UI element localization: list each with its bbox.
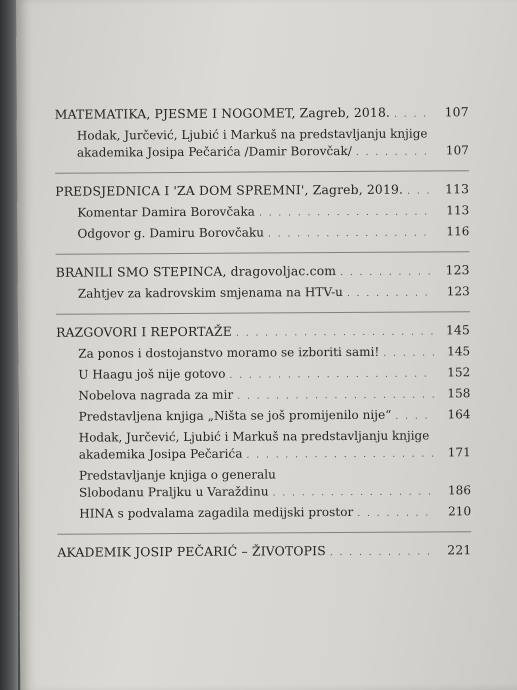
dot-leader — [347, 285, 434, 303]
toc-section — [56, 321, 470, 344]
toc-item-line: U Haagu još nije gotovo — [78, 366, 226, 382]
toc-item-line: Predstavljena knjiga „Ništa se još promijenilo nije“ — [78, 407, 392, 424]
toc-item — [55, 125, 469, 164]
dot-leader — [395, 408, 434, 425]
toc-page-number: 171 — [447, 445, 471, 460]
toc-item — [56, 343, 470, 365]
dot-leader — [273, 484, 436, 502]
dot-leader — [236, 324, 434, 342]
toc-item-line: Hodak, Jurčević, Ljubić i Markuš na predstavljanju knjige — [78, 428, 430, 445]
dot-leader — [237, 387, 434, 405]
dot-leader — [357, 505, 435, 522]
toc-item — [56, 364, 470, 386]
toc-section — [55, 103, 469, 126]
book-page — [16, 0, 517, 690]
toc-item-line: Zahtjev za kadrovskim smjenama na HTV-u — [77, 285, 343, 301]
table-of-contents — [55, 103, 472, 564]
toc-item — [57, 503, 471, 525]
toc-item — [57, 406, 471, 428]
toc-item-line: Hodak, Jurčević, Ljubić i Markuš na predstavljanju knjige — [76, 126, 428, 143]
toc-page-number: 186 — [447, 483, 472, 498]
toc-page-number: 123 — [445, 262, 470, 278]
dot-leader — [259, 204, 433, 222]
dot-leader — [407, 183, 433, 200]
toc-item — [56, 283, 470, 305]
toc-item-line: Nobelova nagrada za mir — [78, 387, 234, 403]
toc-section-title: PREDSJEDNICA I 'ZA DOM SPREMNI', Zagreb, 2019. — [55, 181, 404, 199]
toc-item-line: Za ponos i dostojanstvo moramo se izboriti sami! — [78, 344, 380, 361]
section-divider — [56, 311, 470, 315]
toc-item-line: HINA s podvalama zagadila medijski prostor — [79, 504, 354, 521]
toc-section-title: MATEMATIKA, PJESME I NOGOMET, Zagreb, 2018. — [54, 104, 391, 122]
toc-item — [57, 427, 471, 466]
dot-leader — [356, 144, 433, 161]
section-divider — [56, 251, 470, 255]
toc-page-number: 145 — [447, 344, 471, 359]
toc-page-number: 123 — [446, 284, 470, 299]
dot-leader — [268, 225, 434, 243]
toc-item-line: Komentar Damira Borovčaka — [77, 204, 256, 220]
toc-item — [56, 385, 470, 407]
dot-leader — [383, 345, 434, 362]
section-divider — [57, 531, 471, 535]
dot-leader — [246, 446, 434, 464]
toc-item-line: Predstavljanje knjiga o generalu — [78, 467, 276, 483]
toc-page-number: 158 — [447, 386, 471, 401]
toc-page-number: 152 — [447, 365, 471, 380]
toc-page-number: 210 — [448, 504, 472, 519]
toc-item-line: akademika Josipa Pečarića — [78, 446, 243, 462]
toc-section-title: BRANILI SMO STEPINCA, dragovoljac.com — [55, 263, 337, 280]
toc-section — [57, 541, 471, 564]
dot-leader — [330, 544, 436, 562]
toc-page-number: 113 — [446, 203, 470, 218]
toc-page-number: 116 — [446, 224, 470, 239]
book-spine-shadow — [0, 0, 18, 690]
dot-leader — [229, 366, 434, 384]
toc-page-number: 107 — [445, 143, 469, 158]
section-divider — [55, 170, 469, 174]
toc-item-line: Slobodanu Praljku u Varaždinu — [78, 484, 269, 500]
toc-section-title: RAZGOVORI I REPORTAŽE — [56, 323, 233, 340]
toc-page-number: 164 — [447, 407, 471, 422]
toc-section — [55, 180, 469, 203]
toc-item-line: Odgovor g. Damiru Borovčaku — [77, 225, 265, 241]
toc-page-number: 113 — [445, 181, 470, 197]
toc-item-line: akademika Josipa Pečarića /Damir Borovčak/ — [76, 143, 352, 160]
dot-leader — [394, 106, 433, 123]
toc-item — [57, 465, 471, 504]
toc-item — [55, 223, 469, 245]
dot-leader — [340, 264, 434, 282]
toc-page-number: 145 — [445, 322, 471, 338]
toc-item — [55, 202, 469, 224]
toc-page-number: 107 — [444, 104, 469, 120]
toc-page-number: 221 — [447, 542, 472, 558]
toc-section-title: AKADEMIK JOSIP PEČARIĆ – ŽIVOTOPIS — [57, 543, 326, 560]
toc-section — [56, 261, 470, 284]
